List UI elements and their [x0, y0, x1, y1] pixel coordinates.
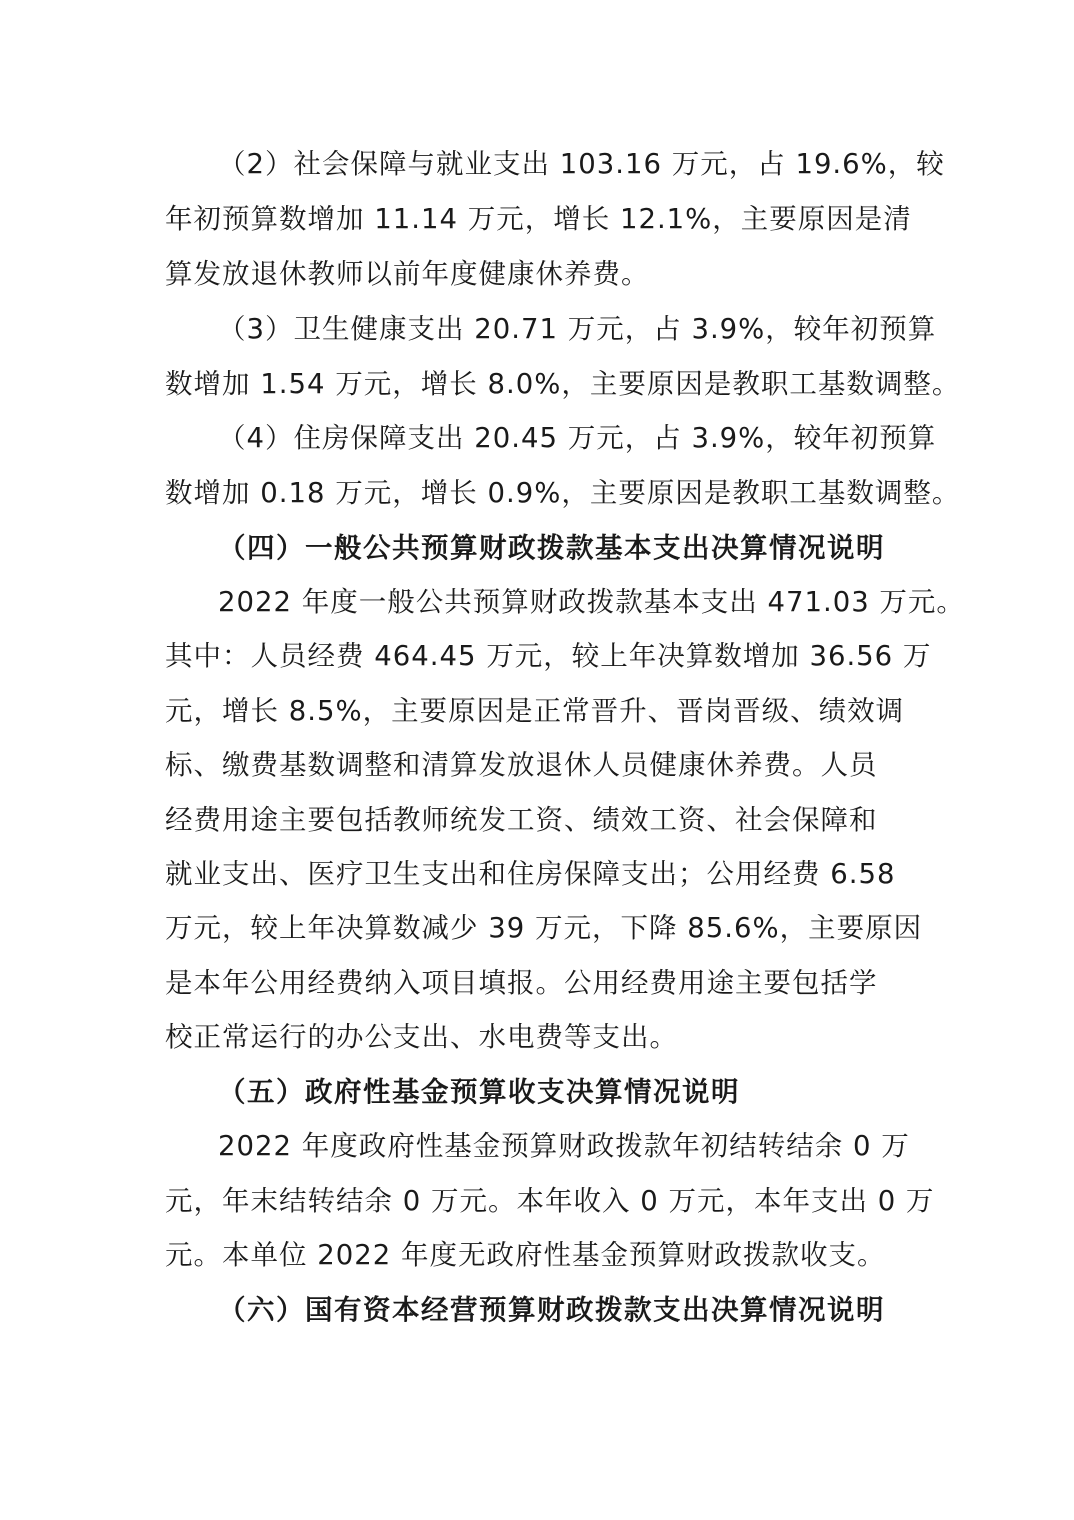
para-basic-expenditure-line-3: 元，增长 8.5%，主要原因是正常晋升、晋岗晋级、绩效调	[165, 695, 905, 727]
para-basic-expenditure-line-4: 标、缴费基数调整和清算发放退休人员健康休养费。人员	[165, 749, 878, 781]
para-health-line-1: （3）卫生健康支出 20.71 万元，占 3.9%，较年初预算	[218, 313, 937, 345]
para-gov-fund-line-1: 2022 年度政府性基金预算财政拨款年初结转结余 0 万	[218, 1130, 910, 1162]
para-basic-expenditure-line-8: 是本年公用经费纳入项目填报。公用经费用途主要包括学	[165, 967, 878, 999]
section-heading-5: （五）政府性基金预算收支决算情况说明	[218, 1076, 740, 1108]
para-basic-expenditure-line-6: 就业支出、医疗卫生支出和住房保障支出；公用经费 6.58	[165, 858, 896, 890]
para-social-security-line-2: 年初预算数增加 11.14 万元，增长 12.1%，主要原因是清	[165, 203, 912, 235]
para-social-security-line-1: （2）社会保障与就业支出 103.16 万元，占 19.6%，较	[218, 148, 945, 180]
para-housing-line-1: （4）住房保障支出 20.45 万元，占 3.9%，较年初预算	[218, 422, 937, 454]
section-heading-6: （六）国有资本经营预算财政拨款支出决算情况说明	[218, 1294, 885, 1326]
para-basic-expenditure-line-9: 校正常运行的办公支出、水电费等支出。	[165, 1021, 678, 1053]
para-basic-expenditure-line-7: 万元，较上年决算数减少 39 万元，下降 85.6%，主要原因	[165, 912, 923, 944]
para-basic-expenditure-line-5: 经费用途主要包括教师统发工资、绩效工资、社会保障和	[165, 804, 878, 836]
para-gov-fund-line-3: 元。本单位 2022 年度无政府性基金预算财政拨款收支。	[165, 1239, 886, 1271]
para-housing-line-2: 数增加 0.18 万元，增长 0.9%，主要原因是教职工基数调整。	[165, 477, 961, 509]
section-heading-4: （四）一般公共预算财政拨款基本支出决算情况说明	[218, 532, 885, 564]
para-social-security-line-3: 算发放退休教师以前年度健康休养费。	[165, 258, 650, 290]
para-health-line-2: 数增加 1.54 万元，增长 8.0%，主要原因是教职工基数调整。	[165, 368, 961, 400]
para-basic-expenditure-line-2: 其中：人员经费 464.45 万元，较上年决算数增加 36.56 万	[165, 640, 932, 672]
para-basic-expenditure-line-1: 2022 年度一般公共预算财政拨款基本支出 471.03 万元。	[218, 586, 965, 618]
para-gov-fund-line-2: 元，年末结转结余 0 万元。本年收入 0 万元，本年支出 0 万	[165, 1185, 935, 1217]
